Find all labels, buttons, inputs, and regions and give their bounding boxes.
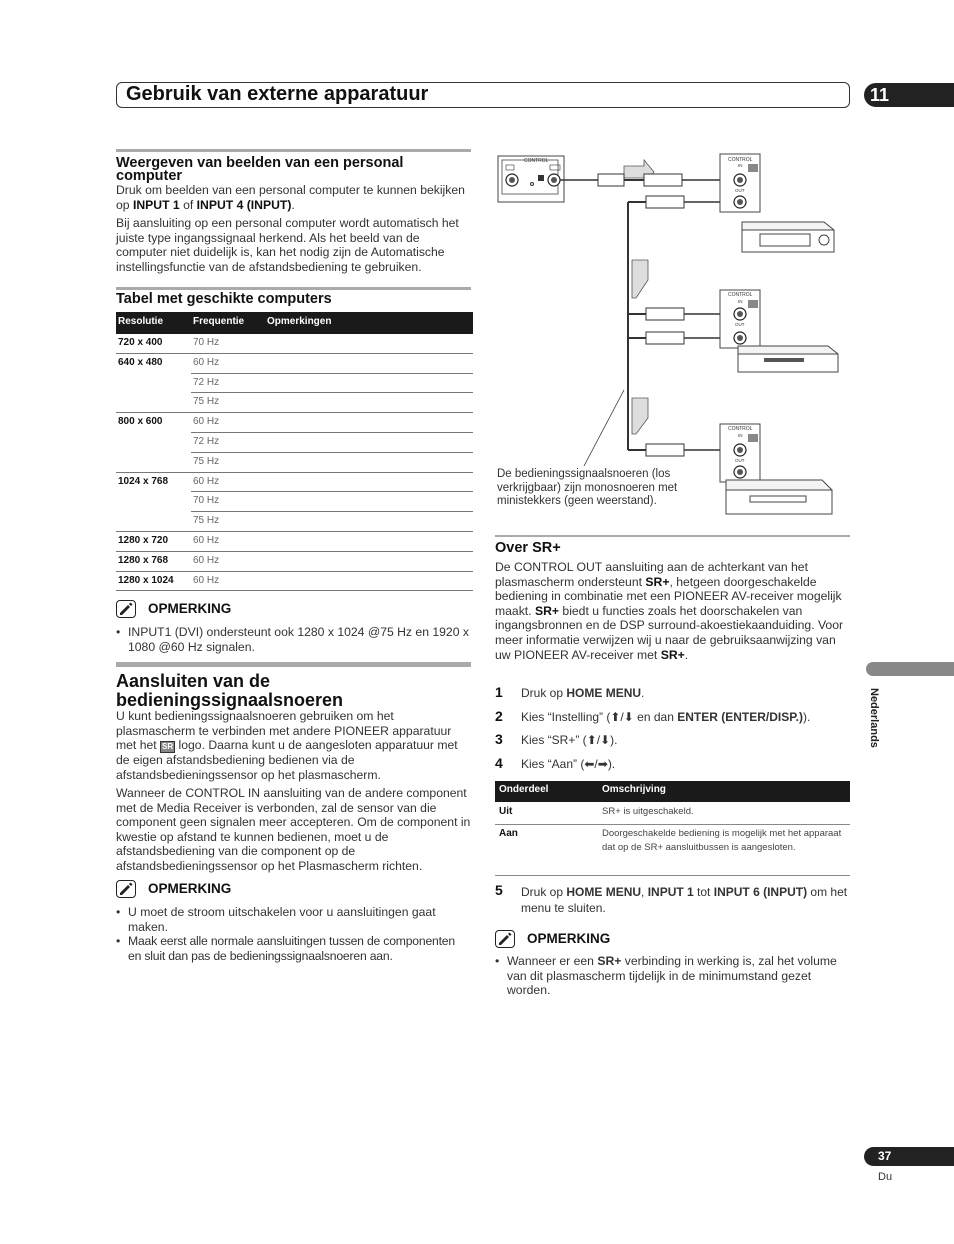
connection-diagram	[494, 150, 854, 520]
svg-text:OUT: OUT	[735, 188, 745, 193]
table-row: Aan Doorgeschakelde bediening is mogelijk met het apparaat dat op de SR+ aansluitbussen is aangesloten.	[495, 824, 850, 876]
step-list	[495, 684, 852, 778]
frequency-cell: 72 Hz	[193, 376, 220, 388]
svg-text:OUT: OUT	[735, 458, 745, 463]
note-title: OPMERKING	[148, 601, 232, 616]
resolution-cell: 1280 x 768	[118, 554, 169, 566]
svg-text:CONTROL: CONTROL	[728, 426, 753, 432]
table-header-cell: Frequentie	[193, 316, 245, 327]
frequency-cell: 75 Hz	[193, 396, 220, 408]
arrow-left-right-icon: ⬅/➡	[584, 756, 608, 771]
svg-text:CONTROL: CONTROL	[728, 292, 753, 298]
table-row	[116, 393, 473, 413]
frequency-cell: 70 Hz	[193, 337, 220, 348]
table-header-cell: Onderdeel	[499, 784, 549, 795]
paragraph-control-in: Wanneer de CONTROL IN aansluiting van de andere component met de Media Receiver is verbonden, zal de sensor van die component geen signalen meer accepteren. Om de component in kwestie op afstand te kunnen bedienen, moet u de afstandsbediening van die component op de afstandsbedieningssensor op het Plasmascherm richten.	[116, 786, 471, 873]
page-number: 37	[864, 1147, 954, 1166]
label-control: CONTROL	[524, 158, 549, 164]
computer-table-header	[116, 312, 473, 334]
note-icon	[495, 930, 515, 948]
arrow-down-icon	[632, 260, 648, 298]
note-icon	[116, 880, 136, 898]
svg-text:IN: IN	[738, 163, 743, 168]
dvd-device	[720, 290, 838, 372]
table-row	[116, 572, 473, 592]
section-rule	[116, 287, 471, 290]
step-item: 4 Kies “Aan” (⬅/➡).	[495, 754, 616, 771]
note-list	[116, 625, 471, 654]
list-item: • INPUT1 (DVI) ondersteunt ook 1280 x 1024 @75 Hz en 1920 x 1080 @60 Hz signalen.	[116, 625, 469, 654]
section-title-pc: Weergeven van beelden van een personal computer	[116, 155, 404, 184]
section-rule	[495, 535, 850, 537]
diagram-caption: De bedieningssignaalsnoeren (los verkrijgbaar) zijn monosnoeren met ministekkers (geen weerstand).	[497, 468, 678, 507]
player-device	[720, 424, 832, 514]
page-title: Gebruik van externe apparatuur	[126, 83, 429, 105]
frequency-cell: 60 Hz	[193, 356, 220, 368]
note-list	[116, 905, 471, 963]
table-row	[116, 473, 473, 493]
table-row	[116, 413, 473, 433]
step-item: 2 Kies “Instelling” (⬆/⬇ en dan ENTER (ENTER/DISP.)).	[495, 707, 811, 724]
svg-text:OUT: OUT	[735, 322, 745, 327]
table-row	[116, 532, 473, 552]
note-list	[495, 954, 852, 998]
frequency-cell: 72 Hz	[193, 436, 220, 447]
svg-text:CONTROL: CONTROL	[728, 157, 753, 163]
frequency-cell: 70 Hz	[193, 495, 220, 507]
table-header-cell: Resolutie	[118, 316, 164, 327]
list-item: • Maak eerst alle normale aansluitingen tussen de componenten en sluit dan pas de bedieningssignaalsnoeren aan.	[116, 934, 455, 963]
section-title-sr: Over SR+	[495, 540, 561, 556]
table-row	[116, 354, 473, 374]
table-row: Uit SR+ is uitgeschakeld.	[495, 802, 850, 825]
table-row	[116, 453, 473, 473]
table-row	[116, 334, 473, 354]
table-row	[116, 433, 473, 453]
sr-table-header	[495, 781, 850, 802]
resolution-cell: 800 x 600	[118, 416, 163, 428]
table-row	[116, 552, 473, 572]
table-row	[116, 512, 473, 532]
plug-icon	[598, 174, 624, 186]
language-tab	[866, 662, 954, 676]
sr-logo-icon: SR	[162, 742, 174, 752]
paragraph-pc-auto: Bij aansluiting op een personal computer wordt automatisch het juiste type ingangssignaal herkend. Als het beeld van de computer niet duidelijk is, kan het nodig zijn de Automatische instellingsfunctie van de afstandsbediening te gebruiken.	[116, 216, 459, 274]
step-item: 3 Kies “SR+” (⬆/⬇).	[495, 731, 618, 747]
frequency-cell: 75 Hz	[193, 455, 220, 467]
resolution-cell: 1280 x 720	[118, 535, 169, 546]
svg-text:IN: IN	[738, 299, 743, 304]
computer-table	[116, 334, 473, 592]
note-icon	[116, 600, 136, 618]
receiver-device	[720, 154, 834, 252]
list-item: • U moet de stroom uitschakelen voor u aansluitingen gaat maken.	[116, 905, 436, 934]
table-row	[116, 374, 473, 394]
resolution-cell: 720 x 400	[118, 337, 163, 348]
table-header-cell: Opmerkingen	[267, 316, 332, 327]
step-item: 5 Druk op HOME MENU, INPUT 1 tot INPUT 6 (INPUT) om het menu te sluiten.	[495, 882, 848, 915]
list-item: • Wanneer er een SR+ verbinding in werking is, zal het volume van dit plasmascherm tijdelijk in de minimumstand gezet worden.	[495, 954, 837, 998]
frequency-cell: 60 Hz	[193, 554, 220, 566]
paragraph-control-intro: U kunt bedieningssignaalsnoeren gebruiken om het plasmascherm te verbinden met andere PIONEER apparatuur met het SR logo. Daarna kunt u de aangesloten apparatuur met de eigen afstandsbediening bedienen via de afstandsbedieningssensor op het plasmascherm.	[116, 709, 458, 782]
frequency-cell: 60 Hz	[193, 574, 220, 586]
frequency-cell: 60 Hz	[193, 475, 220, 487]
frequency-cell: 60 Hz	[193, 535, 220, 546]
section-rule	[116, 149, 471, 152]
resolution-cell: 1024 x 768	[118, 475, 169, 487]
table-header-cell: Omschrijving	[602, 784, 666, 795]
paragraph-pc-input: Druk om beelden van een personal computer te kunnen bekijken op INPUT 1 of INPUT 4 (INPUT).	[116, 183, 465, 212]
frequency-cell: 75 Hz	[193, 515, 220, 527]
section-rule	[116, 662, 471, 667]
section-title-control: Aansluiten van de bedieningssignaalsnoeren	[116, 671, 344, 710]
paragraph-sr: De CONTROL OUT aansluiting aan de achterkant van het plasmascherm ondersteunt SR+, hetgeen doorgeschakelde bediening in combinatie met een PIONEER AV-receiver mogelijk maakt. SR+ biedt u functies zoals het doorschakelen van ingangsbronnen en de DSP surround-akoestiekaanduiding. Voor meer informatie verwijzen wij u naar de gebruiksaanwijzing van uw PIONEER AV-receiver met SR+.	[495, 560, 844, 662]
page-language: Du	[878, 1171, 893, 1183]
step-item: 1 Druk op HOME MENU.	[495, 684, 645, 700]
language-label: Nederlands	[868, 688, 880, 748]
note-title: OPMERKING	[148, 881, 232, 896]
chapter-badge: 11	[864, 83, 954, 107]
table-row	[116, 492, 473, 512]
resolution-cell: 1280 x 1024	[118, 574, 174, 586]
arrow-up-down-icon: ⬆/⬇	[610, 709, 634, 724]
arrow-down-icon	[632, 398, 648, 434]
section-title-table: Tabel met geschikte computers	[116, 291, 332, 307]
note-title: OPMERKING	[527, 931, 611, 946]
svg-text:IN: IN	[738, 433, 743, 438]
frequency-cell: 60 Hz	[193, 416, 220, 428]
resolution-cell: 640 x 480	[118, 356, 163, 368]
arrow-up-down-icon: ⬆/⬇	[586, 733, 611, 747]
